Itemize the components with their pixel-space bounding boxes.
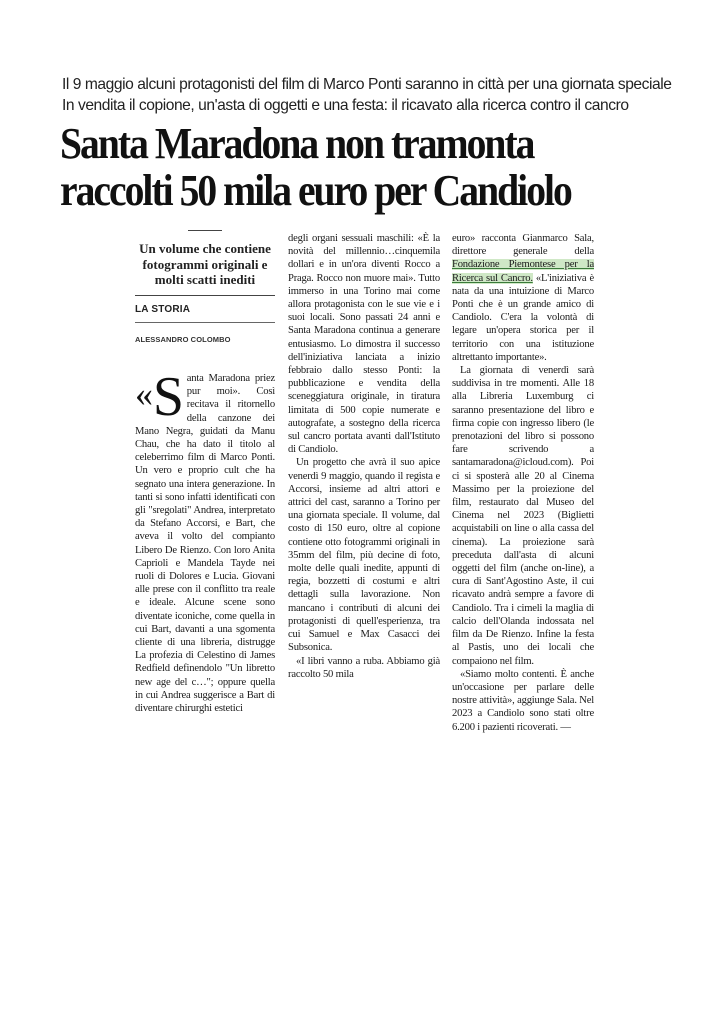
- subhead: Un volume che contiene fotogrammi originali e molti scatti inediti: [139, 241, 271, 287]
- highlighted-text: Fondazione Piemontese per la Ricerca sul Cancro.: [452, 259, 594, 284]
- dropcap: [135, 366, 184, 428]
- kicker-line-2: In vendita il copione, un'asta di oggetti e una festa: il ricavato alla ricerca contro il cancro: [62, 97, 629, 114]
- headline-line-2: raccolti 50 mila euro per Candiolo: [60, 166, 571, 215]
- section-label: LA STORIA: [135, 303, 191, 315]
- paragraph-text: anta Maradona priez pur moi». Così recitava il ritornello della canzone dei Mano Negra, guidati da Manu Chau, che ha dato il titolo al celeberrimo film di Marco Ponti. Un vero e proprio cult che ha segnato una intera generazione. In tanti si sono infatti identificati con gli "sregolati" Andrea, interpretato da Stefano Accorsi, e Bart, che aveva il volto del compianto Libero De Rienzo. Con loro Anita Caprioli e Mandela Tayde nei ruoli di Dolores e Lucia. Giovani alle prese con il conflitto tra reale e ideale. Alcune scene sono diventate iconiche, come quella in cui Bart, davanti a una sgomenta cliente di una libreria, distrugge La profezia di Celestino di James Redfield definendolo "Un libretto new age del c…"; oppure quella in cui Andrea suggerisce a Bart di diventare chirurghi estetici: [135, 373, 275, 715]
- kicker: [62, 74, 682, 116]
- kicker-line-1: Il 9 maggio alcuni protagonisti del film di Marco Ponti saranno in città per una giornata speciale: [62, 76, 672, 93]
- divider: [188, 230, 222, 231]
- headline: [60, 120, 636, 214]
- paragraph: [452, 232, 594, 364]
- divider: [135, 322, 275, 323]
- dropcap-guillemet: «: [135, 374, 153, 414]
- paragraph: La giornata di venerdì sarà suddivisa in tre momenti. Alle 18 alla Libreria Luxemburg ci saranno presentazione del libro e firma copie con ingresso libero (le prenotazioni del libro si possono fare scrivendo a santamaradona@icloud.com). Poi ci si sposterà alle 20 al Cinema Massimo per la proiezione del film, restaurato dal Museo del Cinema nel 2023 (Biglietti acquistabili on line o alla cassa del cinema). La proiezione sarà preceduta dall'asta di alcuni oggetti del film (anche on-line), a cura di Sant'Agostino Aste, il cui ricavato andrà sempre a favore di Candiolo. Tra i cimeli la maglia di calcio dell'Olanda indossata nel film da De Rienzo. Infine la festa al Pastis, uno dei locali che compaiono nel film.: [452, 365, 594, 667]
- article-column-2: [288, 232, 440, 681]
- dropcap-letter: S: [152, 366, 184, 428]
- paragraph: «I libri vanno a ruba. Abbiamo già raccolto 50 mila: [288, 655, 440, 680]
- divider: [135, 295, 275, 296]
- byline: ALESSANDRO COLOMBO: [135, 334, 231, 344]
- paragraph: Un progetto che avrà il suo apice venerdì 9 maggio, quando il regista e Accorsi, insieme ad altri attori e attrici del cast, saranno a Torino per una giornata speciale. Il volume, dal costo di 150 euro, oltre al copione contiene otto fotogrammi originali in 35mm del film, più decine di foto, molte delle quali inedite, appunti di regia, bozzetti di costumi e altri dettagli sulla lavorazione. Non mancano i contributi di alcuni dei protagonisti di quell'esperienza, tra cui Samuel e Max Casacci dei Subsonica.: [288, 457, 440, 654]
- headline-line-1: Santa Maradona non tramonta: [60, 119, 534, 168]
- paragraph-text: euro» racconta Gianmarco Sala, direttore generale della: [452, 233, 594, 258]
- sidebar: [135, 230, 275, 344]
- paragraph: [135, 366, 275, 715]
- paragraph: «Siamo molto contenti. È anche un'occasione per parlare delle nostre attività», aggiunge Sala. Nel 2023 a Candiolo sono stati oltre 6.200 i pazienti ricoverati. —: [452, 668, 594, 733]
- article-column-1: [135, 366, 275, 715]
- article-column-3: [452, 232, 594, 734]
- paragraph: degli organi sessuali maschili: «È la novità del millennio…cinquemila dollari e in un'ora diventi Rocco a Praga. Rocco non muore mai». Tutto immerso in una Torino mai come allora protagonista con le sue vie e i suoi locali. Sono passati 24 anni e Santa Maradona continua a generare entusiasmo. Lo dimostra il successo dell'iniziativa lanciata a inizio febbraio dallo stesso Ponti: la pubblicazione e vendita della sceneggiatura originale, in tiratura limitata di 500 copie numerate e autografate, a sostegno della ricerca sul cancro portata avanti dall'Istituto di Candiolo.: [288, 233, 440, 456]
- paragraph-text: «L'iniziativa è nata da una intuizione di Marco Ponti che è un grande amico di Candiolo. C'era la volontà di legare un'opera storica per il territorio con una istituzione altrettanto importante».: [452, 272, 594, 363]
